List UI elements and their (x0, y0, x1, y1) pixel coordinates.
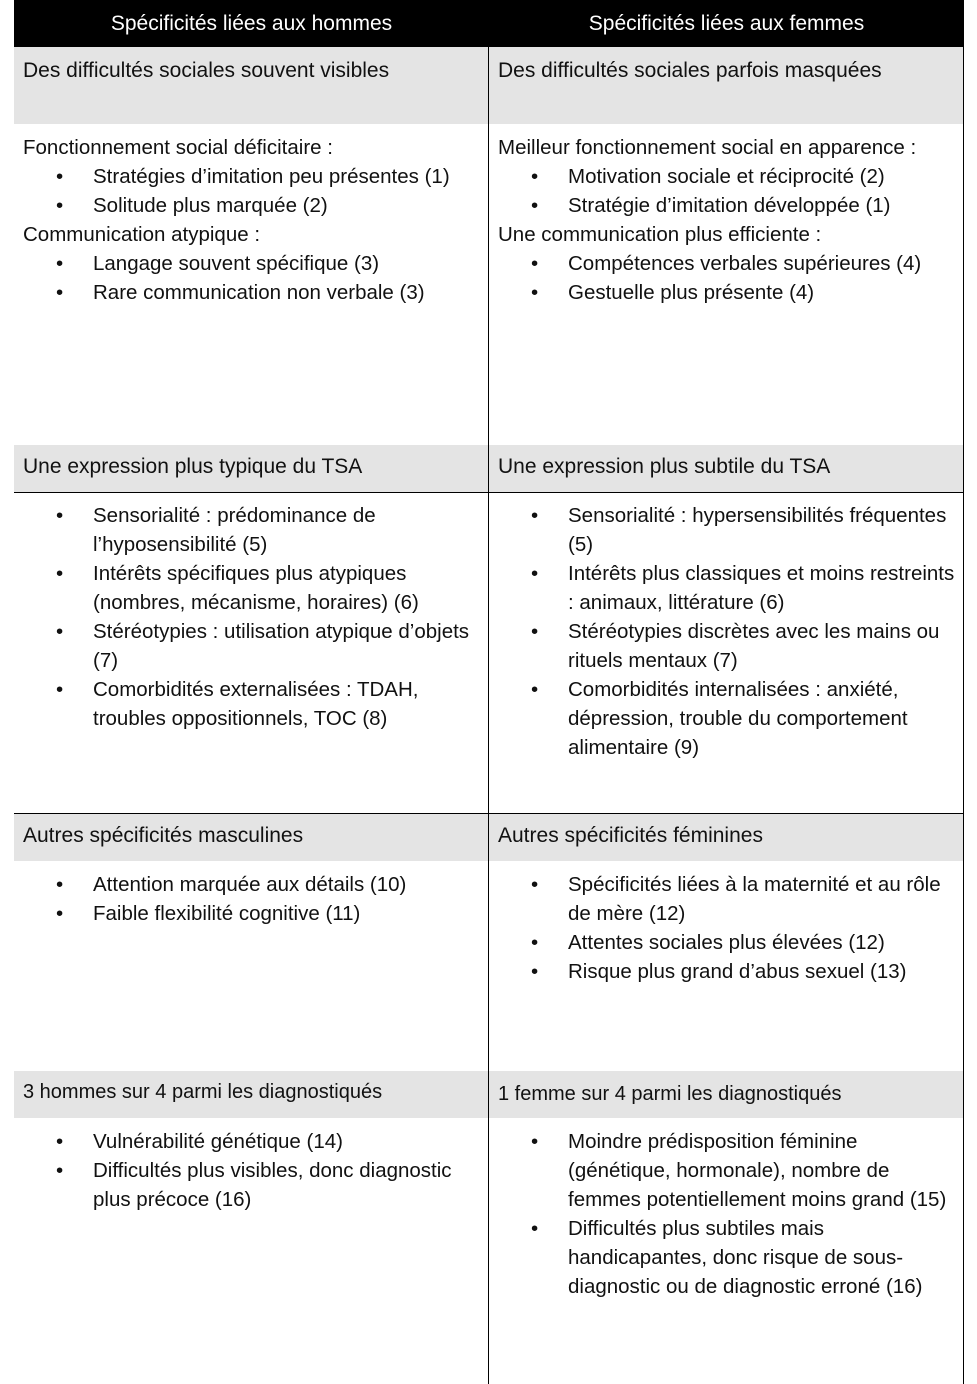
list-item (23, 1127, 489, 1156)
men-column (14, 133, 489, 307)
bullet-icon: • (531, 678, 539, 701)
bullet-icon: • (56, 1130, 64, 1153)
bullet-icon: • (531, 960, 539, 983)
bullet-icon: • (531, 504, 539, 527)
item-text: Difficultés plus subtiles mais handicapantes, donc risque de sous-diagnostic ou de diagnostic erroné (16) (568, 1217, 923, 1298)
list-item (23, 870, 489, 899)
bullet-icon: • (56, 620, 64, 643)
section-title-men: Des difficultés sociales souvent visibles (23, 59, 390, 82)
section-body-other (14, 870, 964, 986)
section-title-men: Autres spécificités masculines (23, 824, 304, 847)
list-item (23, 559, 489, 617)
bullet-icon: • (531, 252, 539, 275)
men-column (14, 870, 489, 986)
section-title-women: 1 femme sur 4 parmi les diagnostiqués (498, 1083, 842, 1105)
group-heading: Fonctionnement social déficitaire : (23, 136, 333, 159)
list-item (23, 899, 489, 928)
item-list (498, 870, 964, 986)
bullet-icon: • (56, 678, 64, 701)
item-text: Difficultés plus visibles, donc diagnostic plus précoce (16) (93, 1159, 452, 1211)
section-band-social (14, 47, 964, 124)
list-item (498, 278, 964, 307)
list-item (23, 617, 489, 675)
table-header (14, 0, 964, 47)
item-text: Risque plus grand d’abus sexuel (13) (568, 960, 907, 983)
list-item (23, 278, 489, 307)
item-text: Stéréotypies : utilisation atypique d’objets (7) (93, 620, 470, 672)
list-item (498, 249, 964, 278)
list-item (498, 559, 964, 617)
item-text: Rare communication non verbale (3) (93, 281, 425, 304)
list-item (23, 675, 489, 733)
item-text: Attentes sociales plus élevées (12) (568, 931, 885, 954)
bullet-icon: • (531, 562, 539, 585)
list-item (23, 162, 489, 191)
item-list (23, 162, 489, 220)
section-body-diagnosis (14, 1127, 964, 1301)
bullet-icon: • (531, 873, 539, 896)
item-text: Intérêts spécifiques plus atypiques (nombres, mécanisme, horaires) (6) (93, 562, 419, 614)
section-title-women: Autres spécificités féminines (498, 824, 763, 847)
section-title-men: 3 hommes sur 4 parmi les diagnostiqués (23, 1081, 383, 1103)
section-band-other (14, 814, 964, 861)
item-text: Comorbidités internalisées : anxiété, dépression, trouble du comportement alimentaire (9) (568, 678, 908, 759)
item-text: Langage souvent spécifique (3) (93, 252, 380, 275)
item-list (498, 249, 964, 307)
section-band-expression (14, 445, 964, 492)
list-item (23, 1156, 489, 1214)
right-border (963, 47, 964, 1384)
bullet-icon: • (531, 194, 539, 217)
bullet-icon: • (56, 873, 64, 896)
section-title-women: Une expression plus subtile du TSA (498, 455, 831, 478)
list-item (498, 1214, 964, 1301)
bullet-icon: • (56, 1159, 64, 1182)
men-column (14, 1127, 489, 1301)
item-list (498, 1127, 964, 1301)
item-text: Compétences verbales supérieures (4) (568, 252, 922, 275)
item-list (498, 162, 964, 220)
section-body-expression (14, 501, 964, 762)
section-body-social (14, 133, 964, 307)
column-divider (488, 47, 489, 1384)
bullet-icon: • (531, 931, 539, 954)
group-heading: Une communication plus efficiente : (498, 223, 822, 246)
bullet-icon: • (531, 1217, 539, 1240)
item-text: Intérêts plus classiques et moins restreints : animaux, littérature (6) (568, 562, 955, 614)
item-text: Stratégies d’imitation peu présentes (1) (93, 165, 450, 188)
bullet-icon: • (56, 902, 64, 925)
bullet-icon: • (56, 281, 64, 304)
list-item (498, 1127, 964, 1214)
section-title-women: Des difficultés sociales parfois masquées (498, 59, 882, 82)
list-item (498, 501, 964, 559)
item-text: Sensorialité : prédominance de l’hyposensibilité (5) (93, 504, 376, 556)
item-text: Motivation sociale et réciprocité (2) (568, 165, 885, 188)
list-item (23, 501, 489, 559)
item-text: Solitude plus marquée (2) (93, 194, 328, 217)
item-text: Spécificités liées à la maternité et au rôle de mère (12) (568, 873, 941, 925)
group-heading: Communication atypique : (23, 223, 261, 246)
list-item (498, 162, 964, 191)
section-title-men: Une expression plus typique du TSA (23, 455, 363, 478)
bullet-icon: • (56, 562, 64, 585)
item-list (23, 249, 489, 307)
list-item (23, 191, 489, 220)
item-list (23, 870, 489, 928)
item-text: Faible flexibilité cognitive (11) (93, 902, 361, 925)
list-item (498, 870, 964, 928)
item-text: Gestuelle plus présente (4) (568, 281, 815, 304)
item-text: Comorbidités externalisées : TDAH, troubles oppositionnels, TOC (8) (93, 678, 419, 730)
women-column (489, 501, 964, 762)
men-column (14, 501, 489, 762)
item-list (498, 501, 964, 762)
list-item (498, 957, 964, 986)
item-text: Vulnérabilité génétique (14) (93, 1130, 343, 1153)
item-list (23, 501, 489, 733)
women-column (489, 133, 964, 307)
item-list (23, 1127, 489, 1214)
header-men: Spécificités liées aux hommes (110, 11, 393, 35)
item-text: Stratégie d’imitation développée (1) (568, 194, 891, 217)
item-text: Moindre prédisposition féminine (génétique, hormonale), nombre de femmes potentiellement moins grand (15) (568, 1130, 947, 1211)
women-column (489, 1127, 964, 1301)
list-item (498, 191, 964, 220)
group-heading: Meilleur fonctionnement social en apparence : (498, 136, 917, 159)
list-item (498, 617, 964, 675)
comparison-table (14, 0, 964, 1384)
list-item (498, 928, 964, 957)
header-women: Spécificités liées aux femmes (588, 11, 865, 35)
item-text: Stéréotypies discrètes avec les mains ou rituels mentaux (7) (568, 620, 940, 672)
bullet-icon: • (531, 281, 539, 304)
bullet-icon: • (56, 194, 64, 217)
bullet-icon: • (531, 165, 539, 188)
women-column (489, 870, 964, 986)
item-text: Sensorialité : hypersensibilités fréquentes (5) (568, 504, 947, 556)
list-item (498, 675, 964, 762)
divider (14, 492, 964, 493)
bullet-icon: • (56, 504, 64, 527)
list-item (23, 249, 489, 278)
bullet-icon: • (531, 620, 539, 643)
bullet-icon: • (56, 165, 64, 188)
bullet-icon: • (531, 1130, 539, 1153)
bullet-icon: • (56, 252, 64, 275)
item-text: Attention marquée aux détails (10) (93, 873, 407, 896)
section-band-diagnosis (14, 1071, 964, 1118)
